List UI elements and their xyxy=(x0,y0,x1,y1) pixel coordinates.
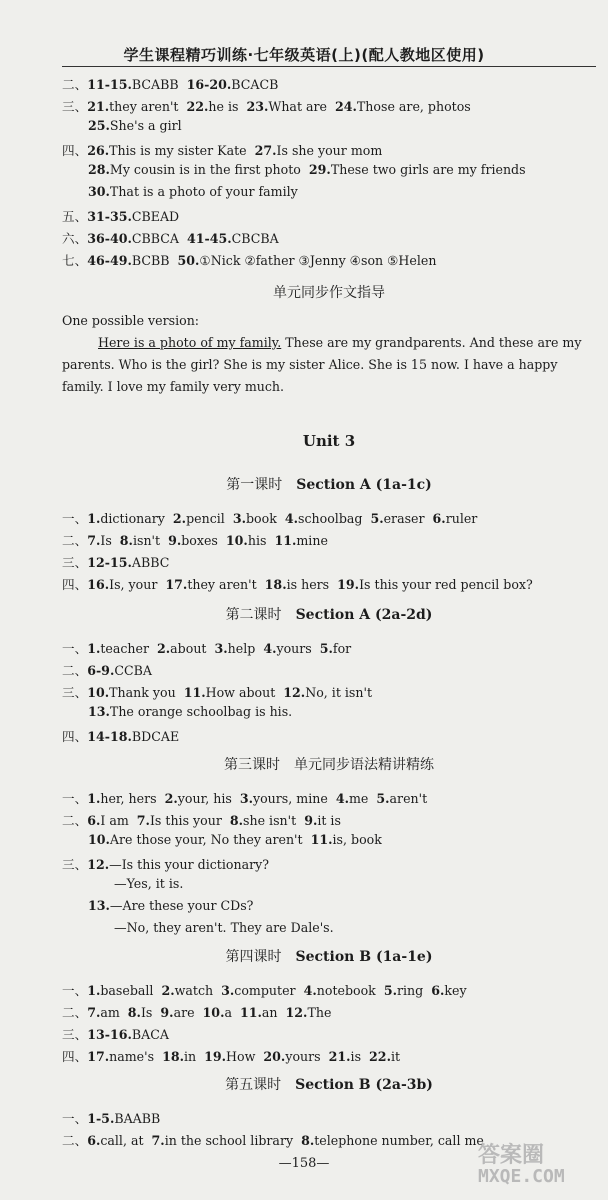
answer-text: Is, your xyxy=(109,577,158,592)
question-number: 30. xyxy=(88,184,110,199)
question-number: 9. xyxy=(160,1005,174,1020)
question-number: 11. xyxy=(239,1005,262,1020)
answer-text: How xyxy=(226,1049,256,1064)
answer-text: pencil xyxy=(186,511,225,526)
question-number: 5. xyxy=(370,511,384,526)
answer-text: Those are, photos xyxy=(356,99,471,114)
header-rule xyxy=(62,66,596,67)
watermark-site: MXQE.COM xyxy=(478,1166,565,1187)
section-marker: 二、 xyxy=(62,1005,88,1020)
page-header: 学生课程精巧训练·七年级英语(上)(配人教地区使用) xyxy=(123,46,485,64)
answer-text: is xyxy=(350,1049,362,1064)
question-number: 4. xyxy=(284,511,298,526)
question-number: 12. xyxy=(87,857,110,872)
answer-text: am xyxy=(100,1005,120,1020)
lesson-5-heading: 第五课时 Section B (2a-3b) xyxy=(225,1077,433,1093)
unit-title: Unit 3 xyxy=(302,432,356,450)
question-number: 4. xyxy=(303,983,317,998)
question-number: 3. xyxy=(232,511,246,526)
question-number: 8. xyxy=(301,1133,315,1148)
writing-essay: Here is a photo of my family. These are my grandparents. And these are my parents. Who is the girl? She is my sister Alice. She is 15 now. I have a happy family. I love my family very much. xyxy=(62,335,582,394)
question-number: 2. xyxy=(164,791,178,806)
answer-text: —Is this your dictionary? xyxy=(109,857,269,872)
section-marker: 三、 xyxy=(62,555,88,570)
section-marker: 三、 xyxy=(62,685,88,700)
question-number: 19. xyxy=(204,1049,227,1064)
section-marker: 四、 xyxy=(62,1049,88,1064)
question-number: 11. xyxy=(310,832,333,847)
answer-text: eraser xyxy=(383,511,425,526)
l3-answer-line xyxy=(88,898,261,913)
section-marker: 二、 xyxy=(62,1133,88,1148)
answer-text: in the school library xyxy=(164,1133,294,1148)
answer-text: is, book xyxy=(332,832,382,847)
answer-text: are xyxy=(173,1005,195,1020)
answer-text: BCACB xyxy=(231,77,279,92)
answer-text: your, his xyxy=(177,791,232,806)
section-marker: 一、 xyxy=(62,791,88,806)
top-answer-line xyxy=(62,74,286,93)
answer-text: —Are these your CDs? xyxy=(109,898,254,913)
question-number: 3. xyxy=(221,983,235,998)
top-answer-line xyxy=(88,118,190,133)
answer-text: ring xyxy=(396,983,424,998)
answer-text: mine xyxy=(296,533,328,548)
section-marker: 五、 xyxy=(62,209,88,224)
question-number: 13-16. xyxy=(87,1027,132,1042)
question-number: 13. xyxy=(88,704,110,719)
question-number: 41-45. xyxy=(186,231,232,246)
question-number: 10. xyxy=(225,533,248,548)
answer-text: My cousin is in the first photo xyxy=(109,162,301,177)
answer-text: schoolbag xyxy=(298,511,363,526)
section-marker: 二、 xyxy=(62,813,88,828)
answer-text: Is xyxy=(140,1005,153,1020)
question-number: 1. xyxy=(87,641,101,656)
question-number: 2. xyxy=(161,983,175,998)
question-number: 12-15. xyxy=(87,555,132,570)
answer-text: key xyxy=(444,983,467,998)
answer-text: help xyxy=(227,641,256,656)
answer-text: BDCAE xyxy=(131,729,180,744)
answer-text: The xyxy=(307,1005,332,1020)
question-number: 10. xyxy=(87,685,110,700)
question-number: 10. xyxy=(202,1005,225,1020)
question-number: 29. xyxy=(308,162,331,177)
answer-text: BAABB xyxy=(114,1111,161,1126)
answer-text: her, hers xyxy=(100,791,157,806)
answer-text: me xyxy=(348,791,369,806)
answer-text: What are xyxy=(268,99,327,114)
l4-answer-line xyxy=(62,1002,339,1021)
question-number: 12. xyxy=(285,1005,308,1020)
answer-text: ruler xyxy=(445,511,478,526)
section-marker: 三、 xyxy=(62,857,88,872)
answer-text: baseball xyxy=(100,983,154,998)
answer-text: No, it isn't xyxy=(305,685,373,700)
l2-answer-line xyxy=(88,704,300,719)
section-marker: 二、 xyxy=(62,663,88,678)
question-number: 10. xyxy=(88,832,110,847)
answer-text: boxes xyxy=(181,533,218,548)
section-marker: 四、 xyxy=(62,143,88,158)
top-answer-line xyxy=(62,140,390,159)
answer-text: aren't xyxy=(389,791,428,806)
answer-text: —No, they aren't. They are Dale's. xyxy=(114,920,334,935)
question-number: 7. xyxy=(136,813,150,828)
l3-answer-line xyxy=(62,788,435,807)
answer-text: teacher xyxy=(100,641,150,656)
l1-answer-line xyxy=(62,530,336,549)
section-marker: 四、 xyxy=(62,577,88,592)
top-answer-line xyxy=(62,228,287,247)
question-number: 21. xyxy=(87,99,110,114)
question-number: 6. xyxy=(432,511,446,526)
answer-text: CCBA xyxy=(114,663,152,678)
top-answer-line xyxy=(88,184,306,199)
answer-text: BACA xyxy=(131,1027,169,1042)
question-number: 50. xyxy=(177,253,200,268)
lesson-4-heading: 第四课时 Section B (1a-1e) xyxy=(225,949,433,965)
question-number: 18. xyxy=(264,577,287,592)
watermark-brand: 答案圈 xyxy=(478,1143,545,1168)
answer-text: —Yes, it is. xyxy=(114,876,184,891)
question-number: 3. xyxy=(239,791,253,806)
question-number: 9. xyxy=(304,813,318,828)
l2-answer-line xyxy=(62,726,187,745)
writing-heading: 单元同步作文指导 xyxy=(273,285,385,301)
top-answer-line xyxy=(62,96,479,115)
answer-text: she isn't xyxy=(243,813,297,828)
answer-text: computer xyxy=(234,983,296,998)
section-marker: 一、 xyxy=(62,511,88,526)
question-number: 6. xyxy=(87,1133,101,1148)
question-number: 21. xyxy=(328,1049,351,1064)
answer-text: it xyxy=(390,1049,401,1064)
question-number: 5. xyxy=(376,791,390,806)
essay-underlined-sentence: Here is a photo of my family. xyxy=(98,335,282,350)
answer-text: an xyxy=(261,1005,278,1020)
l3-answer-line xyxy=(114,876,191,891)
question-number: 22. xyxy=(186,99,209,114)
question-number: 2. xyxy=(157,641,171,656)
answer-text: name's xyxy=(109,1049,155,1064)
l4-answer-line xyxy=(62,980,475,999)
answer-text: yours xyxy=(285,1049,321,1064)
section-marker: 一、 xyxy=(62,641,88,656)
question-number: 20. xyxy=(263,1049,286,1064)
question-number: 5. xyxy=(319,641,333,656)
answer-text: they aren't xyxy=(187,577,257,592)
l2-answer-line xyxy=(62,682,380,701)
question-number: 6. xyxy=(431,983,445,998)
answer-text: his xyxy=(247,533,267,548)
section-marker: 一、 xyxy=(62,1111,88,1126)
question-number: 7. xyxy=(151,1133,165,1148)
section-marker: 三、 xyxy=(62,1027,88,1042)
answer-text: CBBCA xyxy=(131,231,179,246)
question-number: 17. xyxy=(87,1049,110,1064)
question-number: 1. xyxy=(87,983,101,998)
answer-text: about xyxy=(170,641,207,656)
question-number: 5. xyxy=(383,983,397,998)
section-marker: 六、 xyxy=(62,231,88,246)
question-number: 8. xyxy=(229,813,244,828)
question-number: 17. xyxy=(165,577,188,592)
answer-text: The orange schoolbag is his. xyxy=(109,704,293,719)
top-answer-line xyxy=(88,162,534,177)
answer-text: That is a photo of your family xyxy=(109,184,298,199)
l2-answer-line xyxy=(62,660,160,679)
answer-text: dictionary xyxy=(100,511,165,526)
l5-answer-line xyxy=(62,1108,168,1127)
writing-intro: One possible version: xyxy=(62,313,200,328)
l3-answer-line xyxy=(88,832,390,847)
question-number: 14-18. xyxy=(87,729,132,744)
question-number: 7. xyxy=(87,533,101,548)
section-marker: 一、 xyxy=(62,983,88,998)
answer-text: notebook xyxy=(316,983,376,998)
l3-answer-line xyxy=(62,854,277,873)
question-number: 23. xyxy=(246,99,269,114)
answer-text: they aren't xyxy=(109,99,179,114)
l4-answer-line xyxy=(62,1024,177,1043)
question-number: 1-5. xyxy=(87,1111,115,1126)
question-number: 11. xyxy=(183,685,206,700)
question-number: 31-35. xyxy=(87,209,132,224)
question-number: 46-49. xyxy=(87,253,132,268)
question-number: 16-20. xyxy=(186,77,232,92)
answer-text: book xyxy=(245,511,277,526)
answer-text: yours xyxy=(276,641,312,656)
l5-answer-line xyxy=(62,1130,492,1149)
answer-text: Is she your mom xyxy=(276,143,383,158)
answer-text: How about xyxy=(205,685,276,700)
answer-text: Is this your xyxy=(149,813,222,828)
top-answer-line xyxy=(62,206,187,225)
l1-answer-line xyxy=(62,574,541,593)
answer-text: CBEAD xyxy=(131,209,180,224)
top-answer-line xyxy=(62,250,444,269)
answer-text: a xyxy=(224,1005,232,1020)
question-number: 19. xyxy=(337,577,360,592)
section-marker: 四、 xyxy=(62,729,88,744)
answer-text: Is xyxy=(100,533,112,548)
section-marker: 二、 xyxy=(62,77,88,92)
question-number: 3. xyxy=(214,641,228,656)
answer-text: call, at xyxy=(100,1133,144,1148)
lesson-3-heading: 第三课时 单元同步语法精讲精练 xyxy=(224,757,434,773)
question-number: 8. xyxy=(119,533,133,548)
question-number: 2. xyxy=(172,511,187,526)
l4-answer-line xyxy=(62,1046,408,1065)
question-number: 4. xyxy=(335,791,349,806)
answer-text: yours, mine xyxy=(252,791,328,806)
question-number: 11-15. xyxy=(87,77,132,92)
question-number: 16. xyxy=(87,577,110,592)
answer-text: Thank you xyxy=(109,685,176,700)
answer-text: it is xyxy=(317,813,341,828)
l1-answer-line xyxy=(62,552,177,571)
question-number: 1. xyxy=(87,791,101,806)
question-number: 7. xyxy=(87,1005,101,1020)
question-number: 26. xyxy=(87,143,110,158)
answer-text: Is this your red pencil box? xyxy=(359,577,533,592)
answer-text: in xyxy=(183,1049,197,1064)
l2-answer-line xyxy=(62,638,359,657)
answer-text: CBCBA xyxy=(231,231,279,246)
l1-answer-line xyxy=(62,508,485,527)
l3-answer-line xyxy=(62,810,349,829)
answer-text: She's a girl xyxy=(109,118,182,133)
answer-text: This is my sister Kate xyxy=(109,143,247,158)
answer-text: These two girls are my friends xyxy=(330,162,526,177)
answer-text: he is xyxy=(208,99,239,114)
answer-text: BCABB xyxy=(131,77,179,92)
question-number: 22. xyxy=(369,1049,391,1064)
question-number: 24. xyxy=(334,99,357,114)
question-number: 12. xyxy=(283,685,306,700)
question-number: 27. xyxy=(254,143,277,158)
answer-text: I am xyxy=(100,813,129,828)
answer-text: ABBC xyxy=(131,555,170,570)
question-number: 6-9. xyxy=(87,663,115,678)
question-number: 13. xyxy=(88,898,110,913)
answer-text: telephone number, call me xyxy=(314,1133,484,1148)
section-marker: 二、 xyxy=(62,533,88,548)
answer-text: for xyxy=(332,641,352,656)
question-number: 9. xyxy=(168,533,182,548)
lesson-1-heading: 第一课时 Section A (1a-1c) xyxy=(226,477,432,493)
question-number: 11. xyxy=(274,533,297,548)
question-number: 28. xyxy=(88,162,110,177)
answer-text: BCBB xyxy=(131,253,170,268)
l3-answer-line xyxy=(114,920,342,935)
question-number: 18. xyxy=(162,1049,184,1064)
question-number: 36-40. xyxy=(87,231,132,246)
question-number: 8. xyxy=(127,1005,141,1020)
answer-text: Are those your, No they aren't xyxy=(109,832,303,847)
answer-text: isn't xyxy=(132,533,161,548)
question-number: 6. xyxy=(87,813,101,828)
question-number: 25. xyxy=(88,118,110,133)
question-number: 1. xyxy=(87,511,101,526)
page-number: —158— xyxy=(278,1156,330,1171)
answer-text: ①Nick ②father ③Jenny ④son ⑤Helen xyxy=(199,253,437,268)
answer-text: is hers xyxy=(286,577,330,592)
question-number: 4. xyxy=(263,641,277,656)
section-marker: 七、 xyxy=(62,253,88,268)
lesson-2-heading: 第二课时 Section A (2a-2d) xyxy=(225,607,433,623)
section-marker: 三、 xyxy=(62,99,88,114)
answer-text: watch xyxy=(174,983,214,998)
